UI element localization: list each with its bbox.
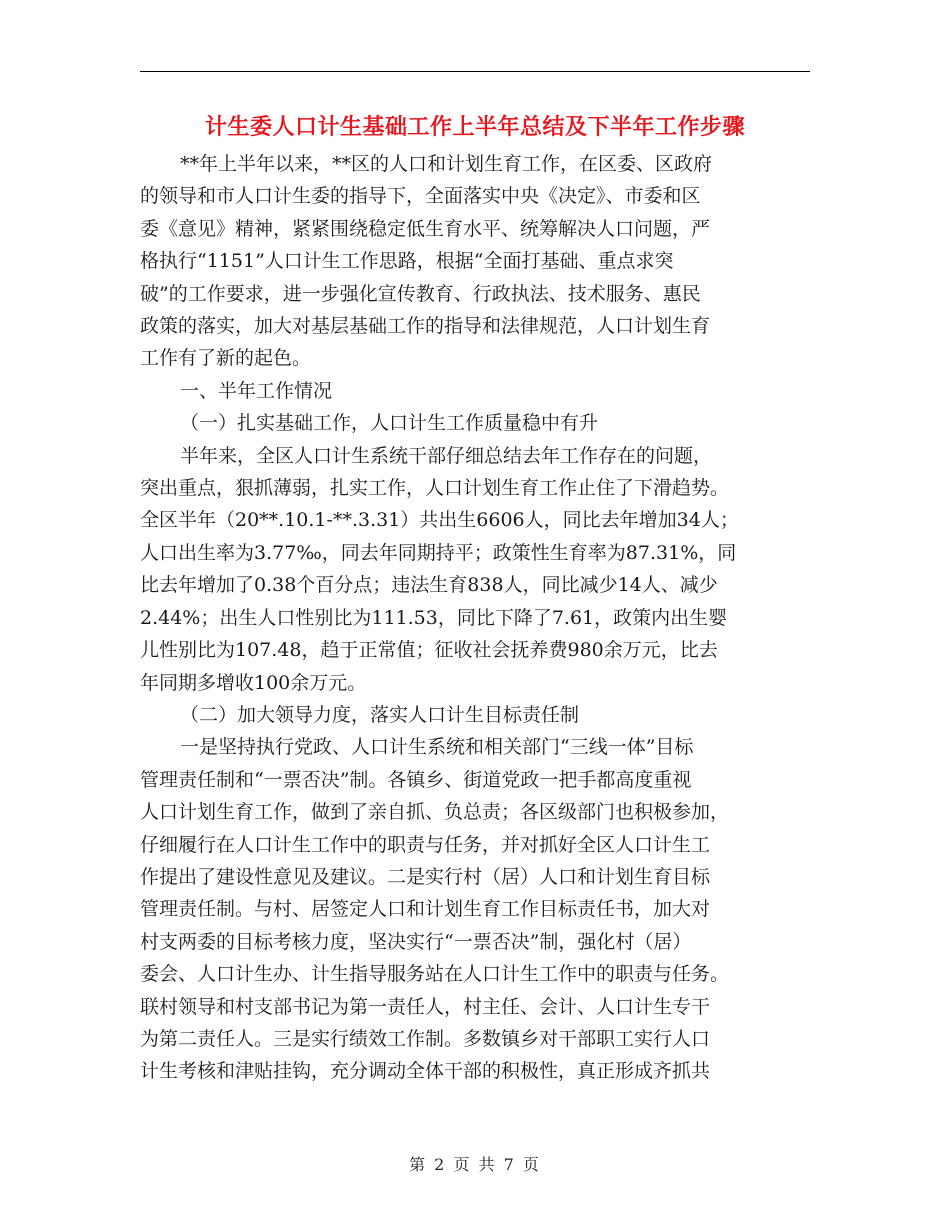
header-rule: [140, 71, 810, 72]
body-line: 联村领导和村支部书记为第一责任人，村主任、会计、人口计生专干: [140, 995, 711, 1018]
body-line: 年同期多增收100余万元。: [140, 671, 367, 694]
body-line: 政策的落实，加大对基层基础工作的指导和法律规范，人口计划生育: [140, 315, 711, 338]
document-body: [140, 148, 810, 1088]
body-line: 村支两委的目标考核力度，坚决实行“一票否决”制，强化村（居）: [140, 930, 692, 953]
body-line: 仔细履行在人口计生工作中的职责与任务，并对抓好全区人口计生工: [140, 833, 711, 856]
body-line: 人口出生率为3.77‰，同去年同期持平；政策性生育率为87.31%，同: [140, 541, 737, 564]
body-line: 突出重点，狠抓薄弱，扎实工作，人口计划生育工作止住了下滑趋势。: [140, 477, 730, 500]
body-line: 格执行“1151”人口计生工作思路，根据“全面打基础、重点求突: [140, 250, 674, 273]
body-line: 为第二责任人。三是实行绩效工作制。多数镇乡对干部职工实行人口: [140, 1027, 711, 1050]
body-line: 管理责任制和“一票否决”制。各镇乡、街道党政一把手都高度重视: [140, 768, 692, 791]
body-line: 儿性别比为107.48，趋于正常值；征收社会抚养费980余万元，比去: [140, 639, 718, 662]
body-line: 一是坚持执行党政、人口计生系统和相关部门“三线一体”目标: [180, 736, 694, 759]
body-line: 的领导和市人口计生委的指导下，全面落实中央《决定》、市委和区: [140, 185, 701, 208]
body-line: （一）扎实基础工作，人口计生工作质量稳中有升: [180, 412, 599, 435]
body-line: （二）加大领导力度，落实人口计生目标责任制: [180, 703, 580, 726]
body-line: 一、半年工作情况: [180, 379, 333, 402]
body-line: 工作有了新的起色。: [140, 347, 312, 370]
body-line: 委会、人口计生办、计生指导服务站在人口计生工作中的职责与任务。: [140, 963, 730, 986]
document-title: 计生委人口计生基础工作上半年总结及下半年工作步骤: [204, 115, 745, 140]
body-line: 委《意见》精神，紧紧围绕稳定低生育水平、统筹解决人口问题，严: [140, 217, 711, 240]
body-line: 2.44%；出生人口性别比为111.53，同比下降了7.61，政策内出生婴: [140, 606, 728, 629]
body-line: 全区半年（20**.10.1-**.3.31）共出生6606人，同比去年增加34人；: [140, 509, 739, 532]
body-line: 比去年增加了0.38个百分点；违法生育838人，同比减少14人、减少: [140, 574, 718, 597]
body-line: 人口计划生育工作，做到了亲自抓、负总责；各区级部门也积极参加，: [140, 801, 730, 824]
body-line: 半年来，全区人口计生系统干部仔细总结去年工作存在的问题，: [180, 444, 713, 467]
page-footer: 第 2 页 共 7 页: [409, 1155, 541, 1174]
body-line: 管理责任制。与村、居签定人口和计划生育工作目标责任书，加大对: [140, 898, 711, 921]
body-line: 作提出了建设性意见及建议。二是实行村（居）人口和计划生育目标: [140, 865, 711, 888]
body-line: 计生考核和津贴挂钩，充分调动全体干部的积极性，真正形成齐抓共: [140, 1060, 711, 1083]
body-line: **年上半年以来，**区的人口和计划生育工作，在区委、区政府: [180, 153, 713, 175]
body-line: 破”的工作要求，进一步强化宣传教育、行政执法、技术服务、惠民: [140, 282, 701, 305]
